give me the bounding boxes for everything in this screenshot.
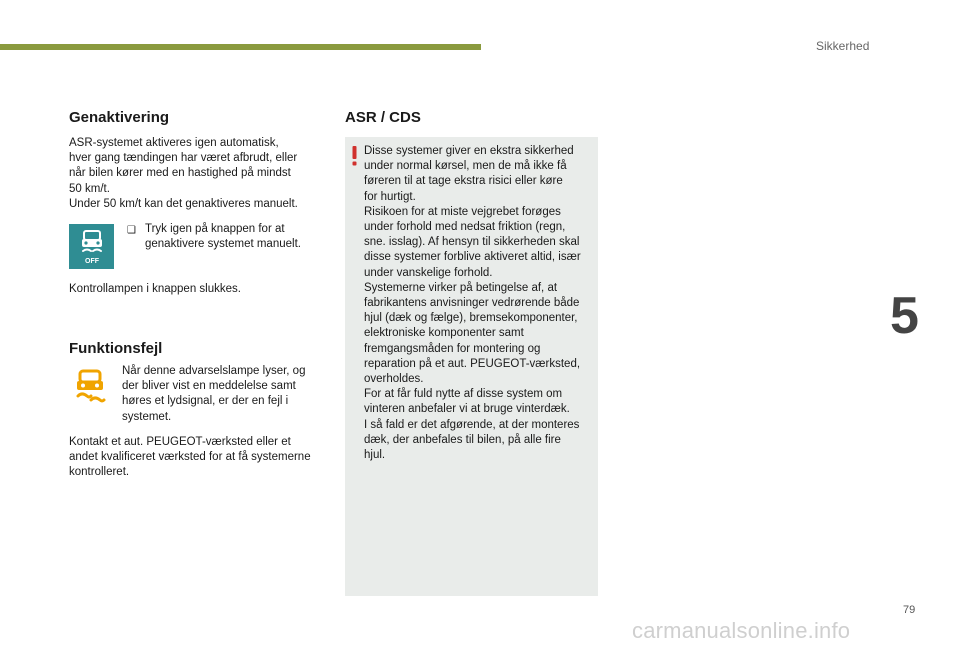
asr-cds-text: Disse systemer giver en ekstra sikkerhed under normal kørsel, men de må ikke få føreren til at tage ekstra risici eller køre for hurtigt. Risikoen for at miste vejgrebet forøges under forhold med nedsat friktion (regn, sne. isslag). Af hensyn til sikkerheden skal disse systemer forblive aktiveret altid, især under vanskelige forhold. Systemerne virker på betingelse af, at fabrikantens anvisninger vedrørende både hjul (dæk og fælge), bremsekomponenter, elektroniske komponenter samt fremgangsmåden for montering og reparation på et aut. PEUGEOT-værksted, overholdes. For at får fuld nytte af disse system om vinteren anbefaler vi at bruge vinterdæk. I så fald er det afgørende, at der monteres dæk, der anbefales til bilen, på alle fire hjul.	[364, 145, 581, 462]
genaktivering-heading: Genaktivering	[69, 109, 170, 126]
watermark-text: carmanualsonline.info	[632, 618, 851, 643]
skid-warning-lamp-icon	[72, 368, 108, 404]
warning-lamp-text: Når denne advarselslampe lyser, og der bliver vist en meddelelse samt høres et lydsignal, er der en fejl i systemet.	[122, 365, 306, 423]
asr-cds-heading: ASR / CDS	[345, 109, 421, 126]
funktionsfejl-heading: Funktionsfejl	[69, 340, 163, 357]
header-accent-bar	[0, 44, 481, 50]
chapter-number: 5	[890, 287, 919, 345]
instruction-text: ❑ Tryk igen på knappen for at genaktivere systemet manuelt.	[127, 222, 327, 252]
instruction-bullet: ❑	[127, 225, 136, 236]
section-label: Sikkerhed	[816, 39, 870, 53]
asr-off-button-icon	[69, 224, 114, 269]
off-label: OFF	[84, 257, 99, 265]
page-number: 79	[903, 604, 916, 616]
genaktivering-paragraph: ASR-systemet aktiveres igen automatisk, hver gang tændingen har været afbrudt, eller når bilen kører med en hastighed på mindst 50 km/t. Under 50 km/t kan det genaktiveres manuelt.	[69, 137, 298, 210]
exclamation-icon	[350, 146, 359, 166]
lamp-note: Kontrollampen i knappen slukkes.	[69, 283, 241, 295]
contact-workshop-text: Kontakt et aut. PEUGEOT-værksted eller et andet kvalificeret værksted for at få systemerne kontrolleret.	[69, 436, 311, 479]
